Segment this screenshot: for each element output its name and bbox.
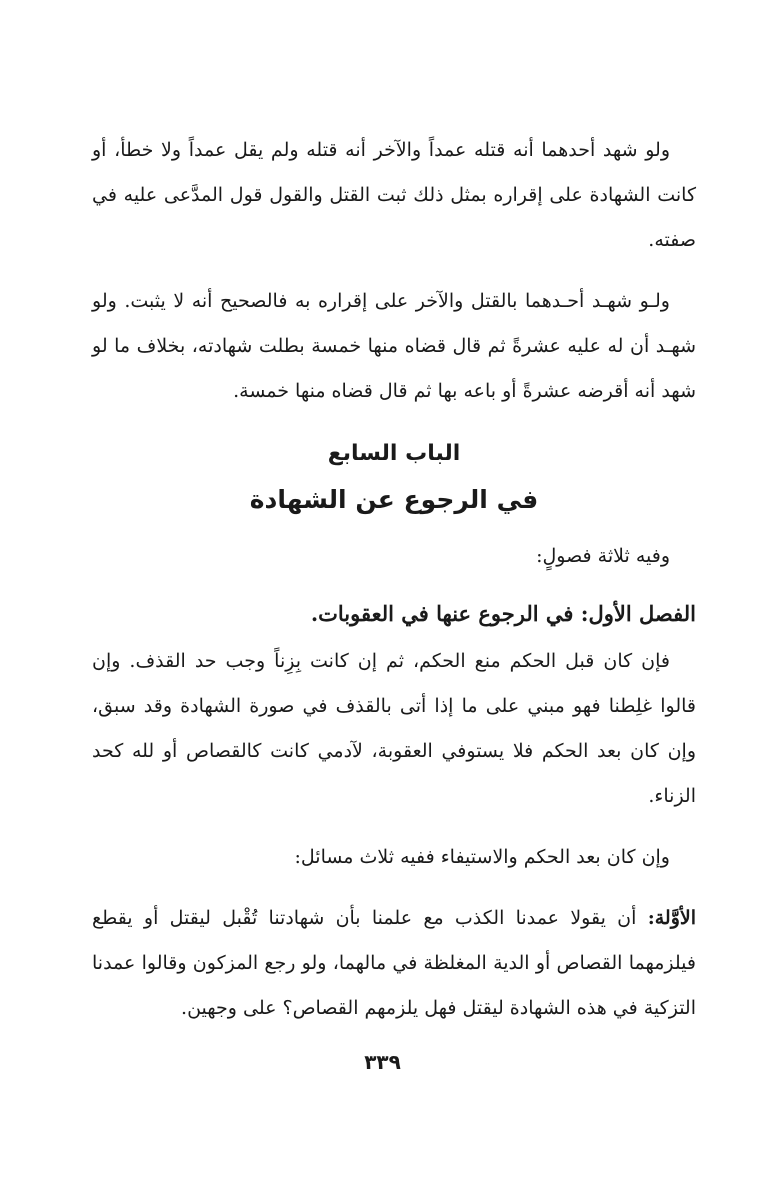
page-number: ٣٣٩ bbox=[364, 1050, 401, 1074]
section-heading bbox=[92, 591, 696, 637]
section-label: الفصل الأول: bbox=[580, 601, 696, 626]
sections-intro: وفيه ثلاثة فصولٍ: bbox=[536, 545, 670, 567]
chapter-subtitle: في الرجوع عن الشهادة bbox=[249, 485, 539, 514]
chapter-title: الباب السابع bbox=[327, 441, 461, 466]
first-issue-label: الأوَّلة: bbox=[647, 907, 696, 929]
section-paragraph-3 bbox=[92, 896, 696, 1031]
paragraph-2: ولـو شهـد أحـدهما بالقتل والآخر على إقراره به فالصحيح أنه لا يثبت. ولو شهـد أن له عليه عشرةً ثم قال قضاه منها خمسة بطلت شهادته، بخلاف ما لو شهد أنه أقرضه عشرةً أو باعه بها ثم قال قضاه منها خمسة. bbox=[92, 290, 696, 402]
section-paragraph-2: وإن كان بعد الحكم والاستيفاء ففيه ثلاث مسائل: bbox=[294, 846, 670, 868]
paragraph-1: ولو شهد أحدهما أنه قتله عمداً والآخر أنه قتله ولم يقل عمداً ولا خطأ، أو كانت الشهادة على إقراره بمثل ذلك ثبت القتل والقول قول المدَّعى عليه في صفته. bbox=[92, 139, 696, 251]
section-title: في الرجوع عنها في العقوبات. bbox=[310, 601, 574, 626]
first-issue-text: أن يقولا عمدنا الكذب مع علمنا بأن شهادتنا تُقْبل ليقتل أو يقطع فيلزمهما القصاص أو الدية المغلظة في مالهما، ولو رجع المزكون وقالوا عمدنا التزكية في هذه الشهادة ليقتل فهل يلزمهم القصاص؟ على وجهين. bbox=[92, 907, 696, 1019]
page-body bbox=[92, 128, 696, 1031]
section-paragraph-1: فإن كان قبل الحكم منع الحكم، ثم إن كانت بِزِناً وجب حد القذف. وإن قالوا غلِطنا فهو مبني على ما إذا أتى بالقذف في صورة الشهادة وقد سبق، وإن كان بعد الحكم فلا يستوفي العقوبة، لآدمي كانت كالقصاص أو لله كحد الزناء. bbox=[92, 650, 696, 807]
